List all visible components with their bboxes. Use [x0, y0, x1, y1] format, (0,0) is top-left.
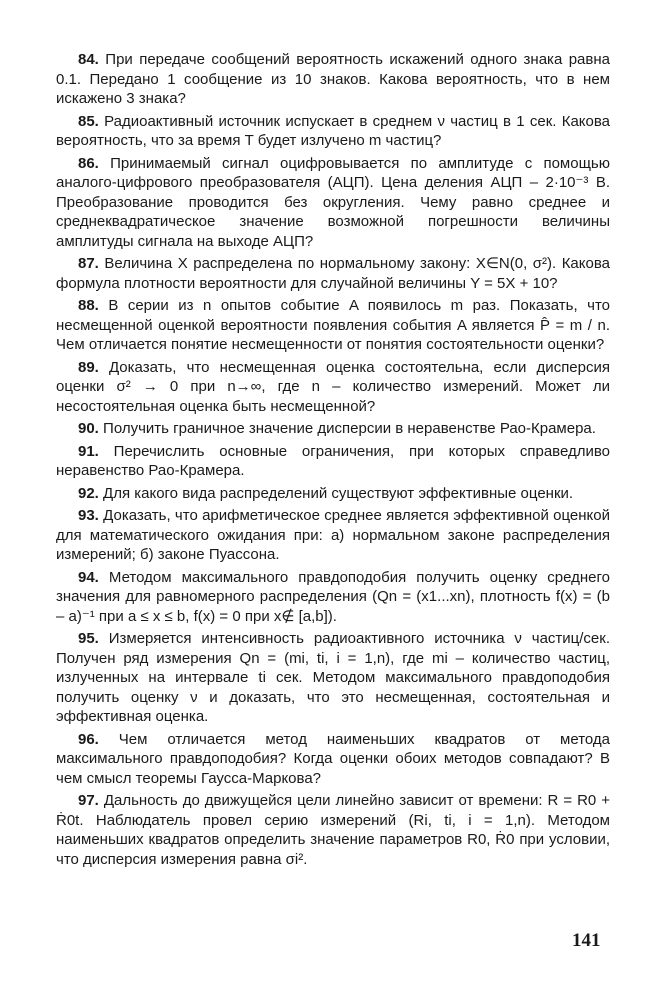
problem-text: Величина X распределена по нормальному закону: X∈N(0, σ²). Какова формула плотности вероятности для случайной величины Y = 5X + 10?: [56, 255, 610, 292]
problem-84: [56, 50, 610, 109]
problem-number: 92.: [78, 484, 99, 502]
problem-93: [56, 506, 610, 565]
problem-96: [56, 730, 610, 789]
problem-97: [56, 791, 610, 869]
problem-95: [56, 629, 610, 727]
problem-text: Получить граничное значение дисперсии в неравенстве Рао-Крамера.: [103, 420, 596, 437]
problem-number: 94.: [78, 568, 99, 586]
problem-number: 87.: [78, 255, 99, 272]
problem-number: 91.: [78, 442, 99, 460]
problem-94: [56, 568, 610, 627]
problem-text: Дальность до движущейся цели линейно зависит от времени: R = R0 + Ṙ0t. Наблюдатель провел серию измерений (Ri, ti, i = 1,n). Методом наименьших квадратов определить значение параметров R0, Ṙ0 при условии, что дисперсия измерения равна σi².: [56, 792, 610, 868]
problem-text: Принимаемый сигнал оцифровывается по амплитуде с помощью аналого-цифрового преобразователя (АЦП). Цена деления АЦП – 2·10⁻³ В. Преобразование проводится без округления. Чему равно среднее и среднеквадратическое значение возможной погрешности величины амплитуды сигнала на выходе АЦП?: [56, 154, 610, 250]
problem-text: В серии из n опытов событие A появилось m раз. Показать, что несмещенной оценкой вероятности появления события A является P̂ = m / n. Чем отличается понятие несмещенности от понятия состоятельности оценки?: [56, 297, 610, 353]
problem-89: [56, 358, 610, 417]
problem-text: Перечислить основные ограничения, при которых справедливо неравенство Рао-Крамера.: [56, 442, 610, 479]
problem-92: [56, 484, 610, 504]
problem-91: [56, 442, 610, 481]
problem-88: [56, 296, 610, 355]
problem-number: 89.: [78, 358, 99, 376]
problem-number: 93.: [78, 507, 99, 524]
problem-text: Измеряется интенсивность радиоактивного источника ν частиц/сек. Получен ряд измерения Qn = (mi, ti, i = 1,n), где mi – количество частиц, излученных на интервале ti сек. Методом максимального правдоподобия получить оценку ν и доказать, что это несмещенная, состоятельная и эффективная оценка.: [56, 630, 610, 725]
problem-number: 96.: [78, 730, 99, 748]
problem-number: 84.: [78, 51, 99, 68]
problem-text: Доказать, что несмещенная оценка состоятельна, если дисперсия оценки σ² → 0 при n→∞, где n – количество измерений. Может ли несостоятельная оценка быть несмещенной?: [56, 358, 610, 415]
problem-text: Методом максимального правдоподобия получить оценку среднего значения для равномерного распределения (Qn = (x1...xn), плотность f(x) = (b – a)⁻¹ при a ≤ x ≤ b, f(x) = 0 при x∉ [a,b]).: [56, 568, 610, 625]
problem-text: Доказать, что арифметическое среднее является эффективной оценкой для математического ожидания при: а) нормальном законе распределения измерений; б) законе Пуассона.: [56, 507, 610, 563]
problem-text: Радиоактивный источник испускает в среднем ν частиц в 1 сек. Какова вероятность, что за время T будет излучено m частиц?: [56, 112, 611, 149]
problem-number: 90.: [78, 420, 99, 437]
problem-number: 85.: [78, 112, 99, 130]
problem-text: При передаче сообщений вероятность искажений одного знака равна 0.1. Передано 1 сообщение из 10 знаков. Какова вероятность, что в нем искажено 3 знака?: [56, 51, 610, 107]
problem-number: 95.: [78, 630, 99, 647]
problem-text: Чем отличается метод наименьших квадратов от метода максимального правдоподобия? Когда оценки обоих методов совпадают? В чем смысл теоремы Гаусса-Маркова?: [56, 730, 610, 787]
problem-text: Для какого вида распределений существуют эффективные оценки.: [103, 484, 574, 502]
problem-86: [56, 154, 610, 252]
problem-number: 97.: [78, 792, 99, 809]
problem-85: [56, 112, 610, 151]
problem-number: 86.: [78, 154, 99, 172]
problem-list: [56, 50, 610, 872]
problem-number: 88.: [78, 297, 99, 314]
page-number: 141: [572, 930, 601, 951]
problem-87: [56, 254, 610, 293]
problem-90: [56, 419, 610, 439]
